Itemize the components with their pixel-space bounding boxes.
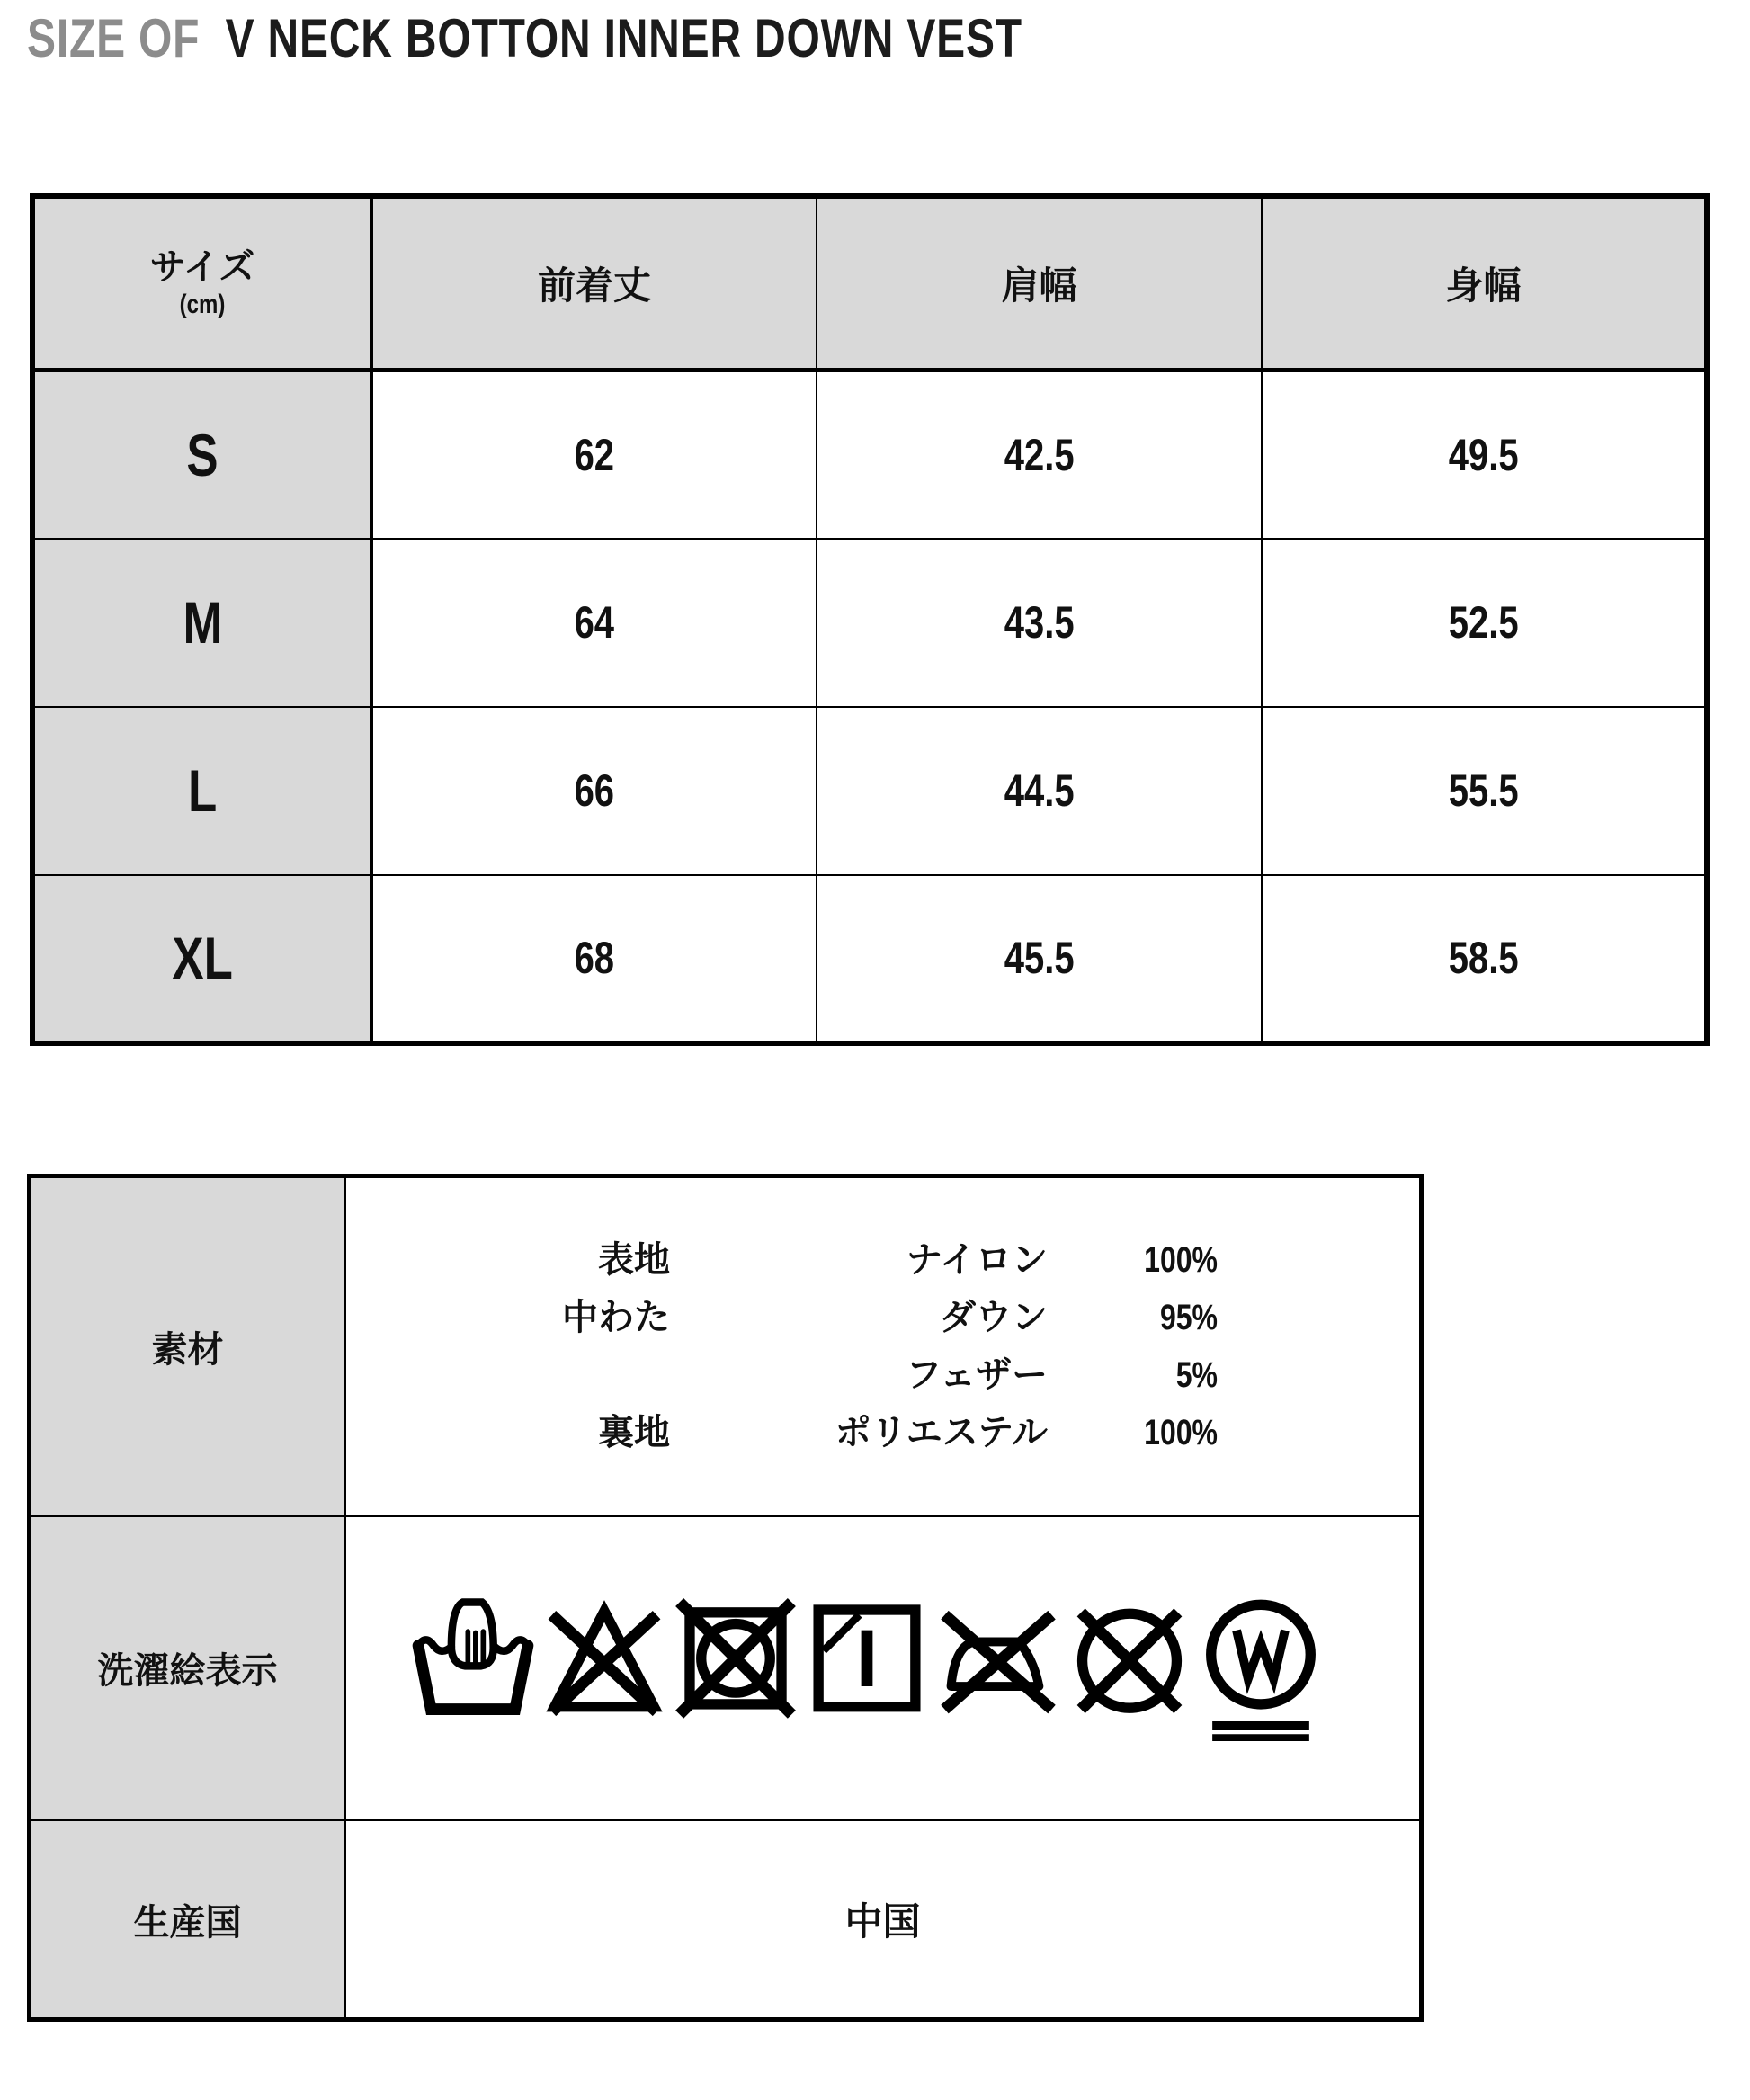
material-name: フェザー xyxy=(906,1355,1048,1395)
material-percent: 5% xyxy=(1175,1355,1218,1395)
care-label: 洗濯絵表示 xyxy=(30,1516,345,1820)
size-label-cell: M xyxy=(32,539,371,707)
material-name: ナイロン xyxy=(906,1240,1048,1280)
care-row xyxy=(30,1516,1422,1820)
value-cell: 64 xyxy=(371,539,817,707)
page-title-main: V NECK BOTTON INNER DOWN VEST xyxy=(225,8,1022,68)
value-cell: 58.5 xyxy=(1262,875,1707,1043)
origin-row xyxy=(30,1820,1422,2020)
material-line xyxy=(400,1231,1419,1289)
material-part: 中わた xyxy=(562,1298,670,1337)
material-label: 素材 xyxy=(30,1176,345,1516)
size-row-l xyxy=(32,707,1707,875)
header-size-cell xyxy=(32,196,371,371)
size-label-cell: S xyxy=(32,371,371,539)
info-table xyxy=(27,1174,1424,2022)
size-row-m xyxy=(32,539,1707,707)
value-cell: 62 xyxy=(371,371,817,539)
value-cell: 68 xyxy=(371,875,817,1043)
material-name: ポリエステル xyxy=(835,1413,1048,1452)
material-part: 裏地 xyxy=(598,1413,670,1452)
value-cell: 52.5 xyxy=(1262,539,1707,707)
size-table-header-row xyxy=(32,196,1707,371)
material-percent: 100% xyxy=(1144,1413,1218,1452)
material-line xyxy=(400,1289,1419,1346)
material-line xyxy=(400,1346,1419,1404)
wet-clean-gentle-icon xyxy=(1197,1595,1325,1741)
size-label-cell: L xyxy=(32,707,371,875)
origin-value: 中国 xyxy=(345,1820,1422,2020)
header-unit-label: (cm) xyxy=(179,290,226,319)
header-col-body-width: 身幅 xyxy=(1262,196,1707,371)
origin-label: 生産国 xyxy=(30,1820,345,2020)
size-row-s xyxy=(32,371,1707,539)
material-row xyxy=(30,1176,1422,1516)
size-table xyxy=(30,193,1710,1046)
care-icons xyxy=(346,1595,1419,1741)
header-size-label: サイズ (cm) xyxy=(35,247,370,321)
value-cell: 43.5 xyxy=(817,539,1262,707)
value-cell: 49.5 xyxy=(1262,371,1707,539)
material-part xyxy=(400,1346,670,1404)
do-not-bleach-icon xyxy=(540,1595,668,1741)
header-col-shoulder-width: 肩幅 xyxy=(817,196,1262,371)
value-cell: 42.5 xyxy=(817,371,1262,539)
material-line xyxy=(400,1404,1419,1461)
material-part: 表地 xyxy=(598,1240,670,1280)
material-lines xyxy=(346,1231,1419,1461)
page-title xyxy=(27,7,1022,69)
material-name: ダウン xyxy=(940,1298,1048,1337)
do-not-tumble-dry-icon xyxy=(672,1595,799,1741)
header-col-front-length: 前着丈 xyxy=(371,196,817,371)
value-cell: 66 xyxy=(371,707,817,875)
hand-wash-icon xyxy=(409,1595,537,1741)
do-not-iron-icon xyxy=(934,1595,1062,1741)
value-cell: 55.5 xyxy=(1262,707,1707,875)
do-not-dry-clean-icon xyxy=(1066,1595,1193,1741)
page-title-prefix: SIZE OF xyxy=(27,8,201,68)
care-content xyxy=(345,1516,1422,1820)
value-cell: 44.5 xyxy=(817,707,1262,875)
material-percent: 95% xyxy=(1159,1298,1218,1337)
material-percent: 100% xyxy=(1144,1240,1218,1280)
dry-in-shade-icon xyxy=(803,1595,931,1741)
value-cell: 45.5 xyxy=(817,875,1262,1043)
size-row-xl xyxy=(32,875,1707,1043)
material-content xyxy=(345,1176,1422,1516)
size-label-cell: XL xyxy=(32,875,371,1043)
